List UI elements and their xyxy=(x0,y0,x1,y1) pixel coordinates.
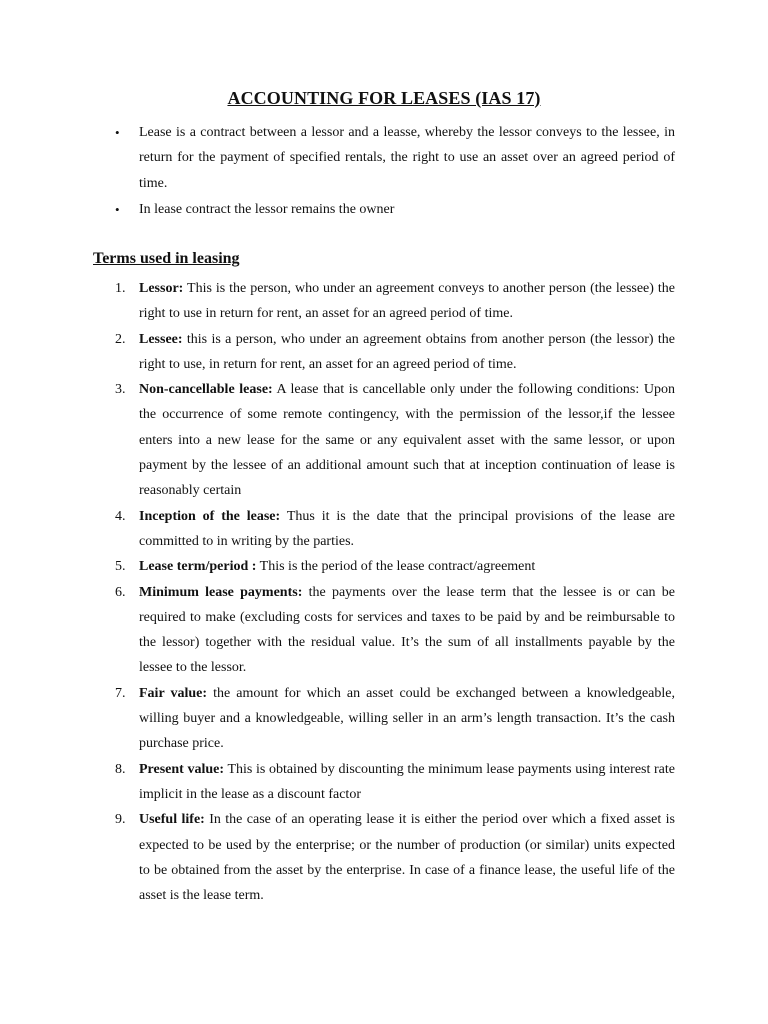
intro-bullet-list xyxy=(115,120,675,223)
term-definition: A lease that is cancellable only under the following conditions: Upon the occurrence of some remote contingency, with the permission of the lessor,if the lessee enters into a new lease for the same or any equivalent asset with the same lessor, or upon payment by the lessee of an additional amount such that at inception continuation of lease is reasonably certain xyxy=(139,382,675,499)
bullet-icon: • xyxy=(115,125,120,140)
list-item xyxy=(115,504,675,555)
document-title: ACCOUNTING FOR LEASES (IAS 17) xyxy=(227,88,541,108)
list-item xyxy=(115,377,675,503)
term-name: Lessee: xyxy=(139,331,183,347)
list-item xyxy=(115,197,675,222)
bullet-text: Lease is a contract between a lessor and a leasse, whereby the lessor conveys to the lessee, in return for the payment of specified rentals, the right to use an asset over an agreed period of time. xyxy=(139,125,675,191)
term-name: Inception of the lease: xyxy=(139,508,281,524)
term-name: Present value: xyxy=(139,761,225,777)
term-definition: the amount for which an asset could be exchanged between a knowledgeable, willing buyer and a knowledgeable, willing seller in an arm’s length transaction. It’s the cash purchase price. xyxy=(139,685,675,752)
term-definition: This is obtained by discounting the minimum lease payments using interest rate implicit in the lease as a discount factor xyxy=(139,761,676,802)
term-name: Lessor: xyxy=(139,281,184,296)
terms-list xyxy=(115,276,676,908)
list-item xyxy=(115,757,676,808)
term-definition: In the case of an operating lease it is either the period over which a fixed asset is expected to be used by the enterprise; or the number of production (or similar) units expected to be obtained from the asset by the enterprise. In case of a finance lease, the useful life of the asset is the lease term. xyxy=(139,812,675,904)
list-item xyxy=(115,681,675,757)
item-number: 8. xyxy=(115,761,126,777)
item-number: 2. xyxy=(115,331,126,347)
item-number: 6. xyxy=(115,584,126,600)
term-name: Useful life: xyxy=(139,812,205,828)
term-definition: This is the period of the lease contract/agreement xyxy=(256,559,536,575)
term-definition: This is the person, who under an agreement conveys to another person (the lessee) the right to use in return for rent, an asset for an agreed period of time. xyxy=(139,281,675,322)
list-item xyxy=(115,807,675,908)
item-number: 3. xyxy=(115,382,126,398)
item-number: 1. xyxy=(115,281,126,296)
item-number: 5. xyxy=(115,559,126,575)
bullet-icon: • xyxy=(115,201,120,217)
section-heading: Terms used in leasing xyxy=(93,250,240,267)
list-item xyxy=(115,276,675,327)
list-item xyxy=(115,327,675,378)
term-name: Minimum lease payments: xyxy=(139,584,303,600)
term-name: Fair value: xyxy=(139,685,208,701)
list-item xyxy=(115,120,675,196)
bullet-text: In lease contract the lessor remains the owner xyxy=(139,201,395,217)
item-number: 7. xyxy=(115,685,126,701)
item-number: 9. xyxy=(115,812,126,828)
term-name: Non-cancellable lease: xyxy=(139,382,273,398)
term-definition: Thus it is the date that the principal provisions of the lease are committed to in writing by the parties. xyxy=(139,508,675,549)
term-definition: the payments over the lease term that the lessee is or can be required to make (excluding costs for services and taxes to be paid by and be reimbursable to the lessor) together with the residual value. It’s the sum of all installments payable by the lessee to the lessor. xyxy=(139,584,675,676)
term-definition: this is a person, who under an agreement obtains from another person (the lessor) the right to use, in return for rent, an asset for an agreed period of time. xyxy=(139,331,675,372)
term-name: Lease term/period : xyxy=(139,559,257,575)
item-number: 4. xyxy=(115,508,126,524)
list-item xyxy=(115,554,675,579)
list-item xyxy=(115,580,675,681)
